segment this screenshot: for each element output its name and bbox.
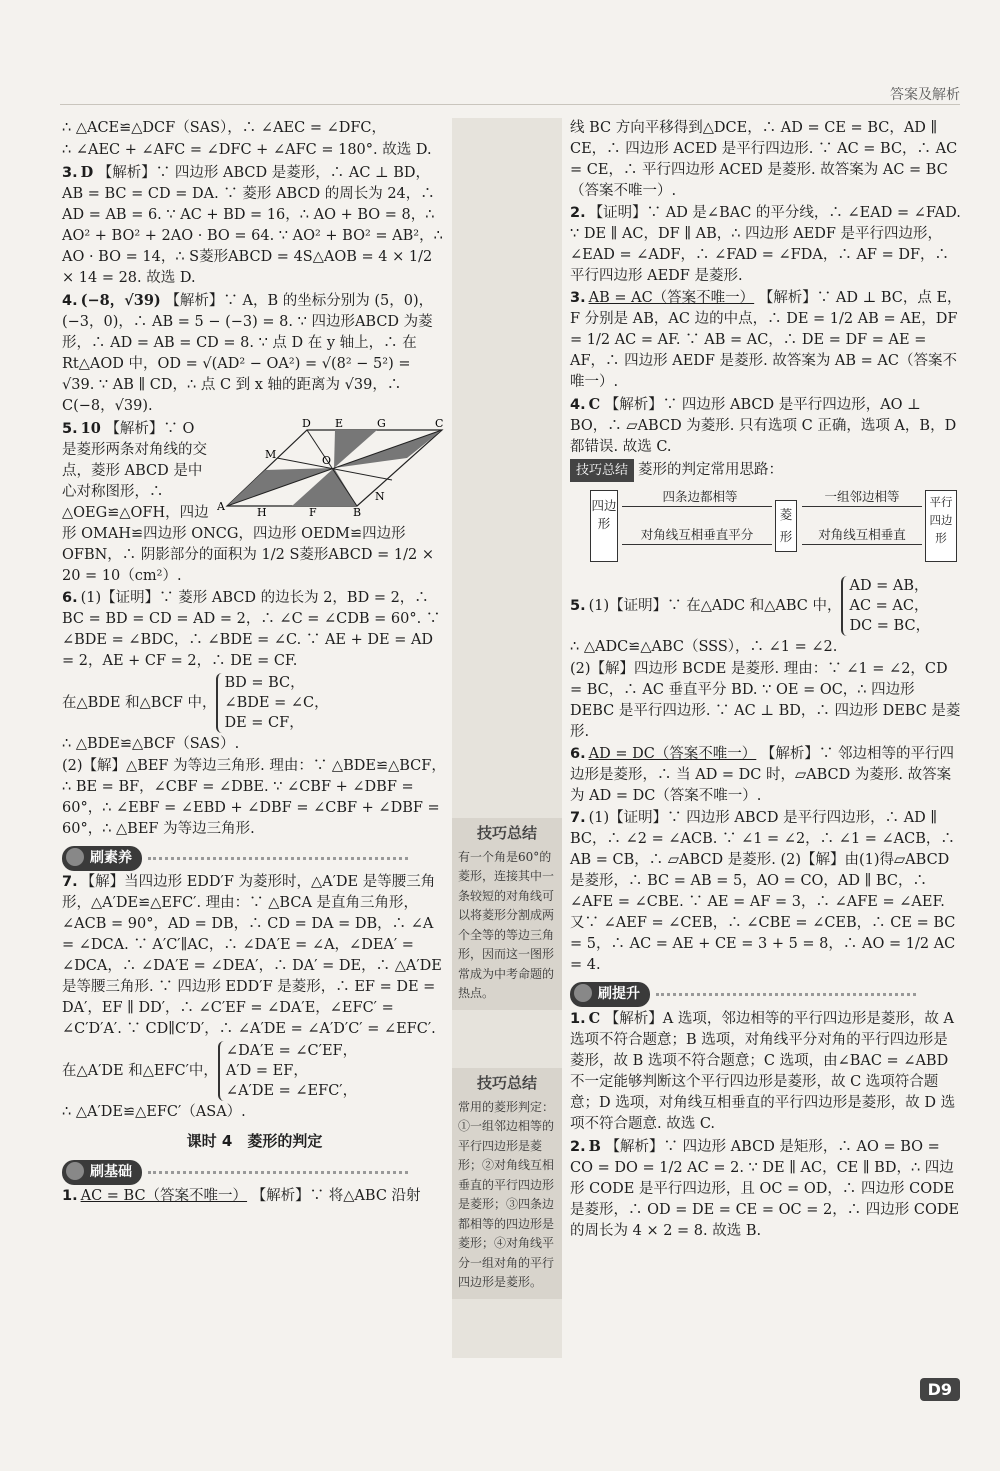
- question-3: 3. D 【解析】∵ 四边形 ABCD 是菱形，∴ AC ⊥ BD，AB = BC = CD = DA. ∵ 菱形 ABCD 的周长为 24，∴ AD = AB = 6. ∵ AC + BD = 16，∴ AO + BO = 8，∴ AO² + BO² + 2AO · BO = 64. ∵ AO² + BO² = AB²，∴ AO · BO = 14，∴ S菱形ABCD = 4S△AOB = 4 × 1/2 × 14 = 28. 故选 D.: [62, 164, 448, 286]
- answer: 10: [80, 420, 101, 437]
- right-column: [570, 118, 966, 1243]
- text-line: ∴ ∠AEC + ∠AFC = ∠DFC + ∠AFC = 180°. 故选 D.: [62, 142, 432, 158]
- header-rule: [60, 104, 960, 105]
- section-badge-jichu: 刷基础: [62, 1160, 142, 1185]
- tip-title: 技巧总结: [476, 824, 537, 842]
- flow-label: 对角线互相垂直: [818, 527, 906, 542]
- answer: C: [588, 396, 601, 413]
- text-line: ∴ △ACE≌△DCF（SAS），∴ ∠AEC = ∠DFC，: [62, 120, 387, 136]
- question-4: 4. (−8，√39) 【解析】∵ A，B 的坐标分别为 (5，0)，(−3，0)，∴ AB = 5 − (−3) = 8. ∵ 四边形ABCD 为菱形，∴ AD = AB = CD = 8. ∵ 点 D 在 y 轴上，∴ 在 Rt△AOD 中，OD = √(AD² − OA²) = √(8² − 5²) = √39. ∵ AB ∥ CD，∴ 点 C 到 x 轴的距离为 √39，∴ C(−8，√39).: [62, 292, 434, 414]
- tip-text: 菱形的判定常用思路：: [638, 462, 784, 478]
- left-column: [62, 118, 447, 1208]
- question-3: 3. AB = AC（答案不唯一） 【解析】∵ AD ⊥ BC，点 E，F 分别是 AB，AC 边的中点，∴ DE = 1/2 AB = AE，DF = 1/2 AC = AF. ∵ AB = AC，∴ DE = DF = AE = AF，∴ 四边形 AEDF 是菱形. 故答案为 AB = AC（答案不唯一）.: [570, 290, 963, 390]
- label-A: A: [217, 500, 225, 513]
- flow-label: 对角线互相垂直平分: [640, 527, 754, 542]
- label-D: D: [302, 418, 311, 430]
- question-5: D E G C M O A H F B N 5. 10 【解析】∵ O 是菱形两条对角线的交点，菱形 ABCD 是中心对称图形，∴ △OEG≌△OFH，四边形 OMAH≌四边形 ONCG，四边形 OEDM≌四边形 OFBN，∴ 阴影部分的面积为 1/2 S菱形ABCD = 1/2 × 20 = 10（cm²）.: [62, 418, 447, 587]
- answer: B: [588, 1138, 601, 1155]
- brace-system: AD = AB， AC = AC， DC = BC，: [841, 576, 930, 636]
- flow-arrow: [802, 544, 922, 545]
- tip-title: 技巧总结: [476, 1074, 537, 1092]
- dotted-rule: [656, 993, 916, 996]
- brace-system: BD = BC， ∠BDE = ∠C， DE = CF，: [216, 673, 328, 733]
- tip-text: 常用的菱形判定：①一组邻边相等的平行四边形是菱形；②对角线互相垂直的平行四边形是菱形；③四条边都相等的四边形是菱形；④对角线平分一组对角的平行四边形是菱形。: [458, 1099, 555, 1289]
- question-7: 7. 【解】当四边形 EDD′F 为菱形时，△A′DE 是等腰三角形，△A′DE≌△EFC′. 理由：∵ △BCA 是直角三角形，∠ACB = 90°，AD = DB，∴ CD = DA = DB，∴ ∠A = ∠DCA. ∵ A′C′∥AC，∴ ∠DA′E = ∠A，∠DEA′ = ∠DCA，∴ ∠DA′E = ∠DEA′，∴ DA′ = DE，∴ △A′DE 是等腰三角形. ∵ 四边形 EDD′F 是菱形，∴ EF = DE = DA′，EF ∥ DD′，∴ ∠C′EF = ∠DA′E，∠EFC′ = ∠C′D′A′. ∵ CD∥C′D′，∴ ∠A′DE = ∠A′D′C′ = ∠EFC′. 在△A′DE 和△EFC′中，∠DA′E = ∠C′EF， A′D = EF， ∠A′DE = ∠EFC′， ∴ △A′DE≌△EFC′（ASA）.: [62, 874, 447, 1120]
- flow-arrow: [622, 506, 772, 507]
- answer: (−8，√39): [80, 292, 161, 309]
- improve-question-2: 2. B 【解析】∵ 四边形 ABCD 是矩形，∴ AO = BO = CO = DO = 1/2 AC = 2. ∵ DE ∥ AC，CE ∥ BD，∴ 四边形 CODE 是平行四边形，且 OC = OD，∴ 四边形 CODE 是菱形，∴ OD = DE = CE = OC = 2，∴ 四边形 CODE 的周长为 4 × 2 = 8. 故选 B.: [570, 1138, 964, 1239]
- flow-label: 一组邻边相等: [824, 489, 900, 504]
- label-F: F: [309, 506, 317, 518]
- section-badge-suyang: 刷素养: [62, 846, 142, 871]
- tip-box-1: [452, 818, 562, 1010]
- question-7: 7. (1)【证明】∵ 四边形 ABCD 是平行四边形，∴ AD ∥ BC，∴ ∠2 = ∠ACB. ∵ ∠1 = ∠2，∴ ∠1 = ∠ACB，∴ AB = CB，∴ ▱ABCD 是菱形. (2)【解】由(1)得▱ABCD 是菱形，∴ BC = AB = 5，AO = CO，AD ∥ BC，∴ ∠AFE = ∠CBE. ∵ AE = AF = 3，∴ ∠AFE = ∠AEF. 又∵ ∠AEF = ∠CEB，∴ ∠CBE = ∠CEB，∴ CE = BC = 5，∴ AC = AE + CE = 3 + 5 = 8，∴ AO = 1/2 AC = 4.: [570, 810, 960, 973]
- label-N: N: [375, 490, 385, 503]
- question-6: 6. (1)【证明】∵ 菱形 ABCD 的边长为 2，BD = 2，∴ BC = BD = CD = AD = 2，∴ ∠C = ∠CDB = 60°. ∵ ∠BDE = ∠BDC，∴ ∠BDE = ∠C. ∵ AE + DE = AD = 2，AE + CF = 2，∴ DE = CF. 在△BDE 和△BCF 中，BD = BC， ∠BDE = ∠C， DE = CF， ∴ △BDE≌△BCF（SAS）. (2)【解】△BEF 为等边三角形. 理由：∵ △BDE≌△BCF，∴ BE = BF，∠CBF = ∠DBE. ∵ ∠CBF + ∠DBF = 60°，∴ ∠EBF = ∠EBD + ∠DBF = ∠CBF + ∠DBF = 60°，∴ △BEF 为等边三角形.: [62, 590, 446, 837]
- tip-box-2: [452, 1068, 562, 1299]
- label-H: H: [257, 506, 267, 518]
- label-O: O: [322, 454, 332, 467]
- label-C: C: [435, 418, 444, 430]
- improve-question-1: 1. C 【解析】A 选项，邻边相等的平行四边形是菱形，故 A 选项不符合题意；B 选项，对角线平分对角的平行四边形是菱形，故 B 选项不符合题意；C 选项，由∠BAC = ∠ABD 不一定能够判断这个平行四边形是菱形，故 C 选项符合题意；D 选项，对角线互相垂直的平行四边形是菱形，故 D 选项不符合题意. 故选 C.: [570, 1010, 959, 1132]
- question-1: 1. AC = BC（答案不唯一） 【解析】∵ 将△ABC 沿射: [62, 1188, 421, 1204]
- flow-diagram: [570, 486, 962, 568]
- dotted-rule: [148, 1171, 408, 1174]
- brace-system: ∠DA′E = ∠C′EF， A′D = EF， ∠A′DE = ∠EFC′，: [218, 1041, 357, 1101]
- question-6: 6. AD = DC（答案不唯一） 【解析】∵ 邻边相等的平行四边形是菱形，∴ 当 AD = DC 时，▱ABCD 为菱形. 故答案为 AD = DC（答案不唯一）.: [570, 746, 955, 804]
- text-continuation: 线 BC 方向平移得到△DCE，∴ AD = CE = BC，AD ∥ CE，∴ 四边形 ACED 是平行四边形. ∵ AC = BC，∴ AC = CE，∴ 平行四边形 ACED 是菱形. 故答案为 AC = BC（答案不唯一）.: [570, 120, 962, 199]
- flow-box-quadrilateral: 四边形: [590, 490, 618, 562]
- answer: D: [80, 164, 94, 181]
- flow-arrow: [622, 544, 772, 545]
- answer: AD = DC（答案不唯一）: [588, 746, 757, 762]
- lesson-title: 课时 4 菱形的判定: [186, 1132, 323, 1150]
- answer: AC = BC（答案不唯一）: [80, 1188, 248, 1204]
- tip-label: 技巧总结: [570, 459, 634, 482]
- section-badge-tisheng: 刷提升: [570, 982, 650, 1007]
- label-B: B: [353, 506, 362, 518]
- header-label: 答案及解析: [890, 87, 960, 103]
- label-G: G: [377, 418, 386, 430]
- flow-box-parallelogram: 平行四边形: [925, 490, 957, 562]
- question-2: 2. 【证明】∵ AD 是∠BAC 的平分线，∴ ∠EAD = ∠FAD. ∵ DE ∥ AC，DF ∥ AB，∴ 四边形 AEDF 是平行四边形，∠EAD = ∠ADF，∴ ∠FAD = ∠FDA，∴ AF = DF，∴ 平行四边形 AEDF 是菱形.: [570, 205, 966, 284]
- flow-arrow: [802, 506, 922, 507]
- page-number: D9: [920, 1378, 960, 1401]
- answer: AB = AC（答案不唯一）: [588, 290, 755, 306]
- answer: C: [588, 1010, 601, 1027]
- flow-label: 四条边都相等: [662, 489, 738, 504]
- question-4: 4. C 【解析】∵ 四边形 ABCD 是平行四边形，AO ⊥ BO，∴ ▱ABCD 为菱形. 只有选项 C 正确，选项 A，B，D 都错误. 故选 C.: [570, 396, 961, 455]
- rhombus-figure: [217, 418, 447, 518]
- tip-text: 有一个角是60°的菱形，连接其中一条较短的对角线可以将菱形分割成两个全等的等边三角形，因而这一图形常成为中考命题的热点。: [458, 849, 555, 1000]
- label-E: E: [335, 418, 344, 430]
- label-M: M: [265, 448, 277, 461]
- flow-box-rhombus: 菱形: [775, 500, 797, 552]
- dotted-rule: [148, 857, 408, 860]
- question-5: 5. (1)【证明】∵ 在△ADC 和△ABC 中，AD = AB， AC = AC， DC = BC， ∴ △ADC≌△ABC（SSS），∴ ∠1 = ∠2. (2)【解】四边形 BCDE 是菱形. 理由：∵ ∠1 = ∠2，CD = BC，∴ AC 垂直平分 BD. ∵ OE = OC，∴ 四边形 DEBC 是平行四边形. ∵ AC ⊥ BD，∴ 四边形 DEBC 是菱形.: [570, 578, 961, 740]
